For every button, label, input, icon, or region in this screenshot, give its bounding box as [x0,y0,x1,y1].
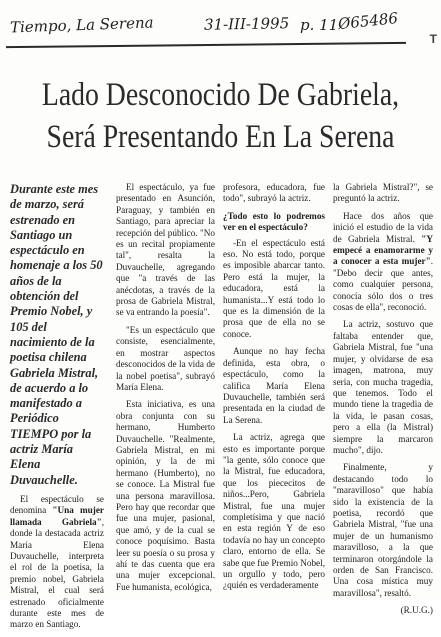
headline [35,74,405,158]
col3-paragraph-3: Aunque no hay fecha definida, esta obra, o espectáculo, como la califica María Elena Duvauchelle, también será presentada en la ciudad de La Serena. [223,346,325,425]
handwritten-source-note [8,8,408,44]
col1-p1-text-a: El espectáculo se denomina [10,493,104,516]
col4-paragraph-2 [333,211,433,314]
col2-paragraph-1: El espectáculo, ya fue presentado en Asunción, Paraguay, y también en Santiago, para apreciar la recepción del público. "No es un recital propiamente tal", resalta la Duvauchelle, agregando que "a través de las anécdotas, a través de la prosa de Gabriela Mistral, se va entrando la poesía". [116,182,215,318]
headline-line-1: Lado Desconocido De Gabriela, [41,77,400,113]
column-2 [116,182,215,599]
column-4 [333,182,433,623]
col3-paragraph-2: -En el espectáculo está eso. No está todo, porque es imposible abarcar tanto. Pero está la mujer, la educadora, está la humanista...Y está todo lo que es la dimensión de la prosa que de ella no se conoce. [223,237,325,339]
column-1 [10,182,104,637]
interview-question: ¿Todo esto lo podremos ver en el espectáculo? [223,210,325,233]
col3-paragraph-1: profesora, educadora, fue todo", subrayó la actriz. [223,182,325,204]
handwritten-page: p. 11 [300,16,339,34]
handwritten-publication: Tiempo, La Serena [9,13,154,37]
handwritten-date: 31-III-1995 [203,14,290,34]
column-3 [223,182,325,598]
col2-paragraph-3: Esta iniciativa, es una obra conjunta con su hermano, Humberto Duvauchelle. "Realmente, Gabriela Mistral, en mi opinión, y la de mi hermano (Humberto), no se conoce. La Mistral fue una persona maravillosa. Pero hay que recordar que fue una mujer, pasional, que amó, y de la cual se conoce poquísimo. Basta leer su poesía o su prosa y ahí te das cuenta que era una mujer excepcional. Fue humanista, ecológica, [116,399,215,592]
col4-p2-text-b: . "Debo decir que antes, como cualquier persona, conocía sólo dos o tres cosas de ella", reconoció. [333,256,433,313]
corner-mark: T [429,32,437,46]
col4-paragraph-3: La actriz, sostuvo que faltaba entender que, Gabriela Mistral, fue "una mujer, y olvidarse de esa imagen, matrona, muy seria, con mucha tragedia, que tenemos. Todo el mundo tiene la tragedia de la vida, le pasan cosas, pero a ella (la Mistral) siempre la marcaron mucho", dijo. [333,319,433,455]
col4-paragraph-4: Finalmente, y destacando todo lo "maravilloso" que había sido la existencia de la poetisa, recordó que Gabriela Mistral, "fue una mujer de un humanismo maravilloso, a la que terminaron otorgándole la orden de San Francisco. Una cosa mística muy maravillosa", resaltó. [333,462,433,598]
quote-highlight: "Y empecé a enamorarme y a conocer a esta mujer" [333,233,433,267]
show-title: "Una mujer llamada Gabriela" [10,505,104,527]
byline: (R.U.G.) [400,605,433,616]
col4-p2-text-a: Hace dos años que inició el estudio de la vida de Gabriela Mistral. [333,210,433,244]
col4-paragraph-1: la Gabriela Mistral?", se preguntó la actriz. [333,182,433,204]
handwritten-code: Ø65486 [337,8,399,34]
col3-paragraph-4: La actriz, agrega que esto es importante porque "la gente, sólo conoce que la Mistral, fue educadora, que los piececitos de niños...Pero, Gabriela Mistral, fue una mujer completísima y que nació en esta región Y de eso todavía no hay un concepto claro, entorno de ella. Se sabe que fue Premio Nobel, un orgullo y todo, pero ¿quién es verdaderamente [223,432,325,591]
lede-paragraph: Durante este mes de marzo, será estrenado en Santiago un espectáculo en homenaje a los 50 años de la obtención del Premio Nobel, y 105 del nacimiento de la poetisa chilena Gabriela Mistral, de acuerdo a lo manifestado a Periódico TIEMPO por la actriz María Elena Duvauchelle. [10,182,103,487]
col1-p1-text-b: , donde la destacada actriz María Elena Duvauchelle, interpreta el rol de la poetisa, la premio nobel, Gabriela Mistral, el cual será estrenado oficialmente durante este mes de marzo en Santiago. [10,516,104,630]
headline-line-2: Será Presentando En La Serena [46,119,395,155]
col2-paragraph-2: "Es un espectáculo que consiste, esencialmente, en mostrar aspectos desconocidos de la vida de la nobel poetisa", subrayó María Elena. [116,324,215,392]
col1-paragraph-1 [10,494,104,631]
